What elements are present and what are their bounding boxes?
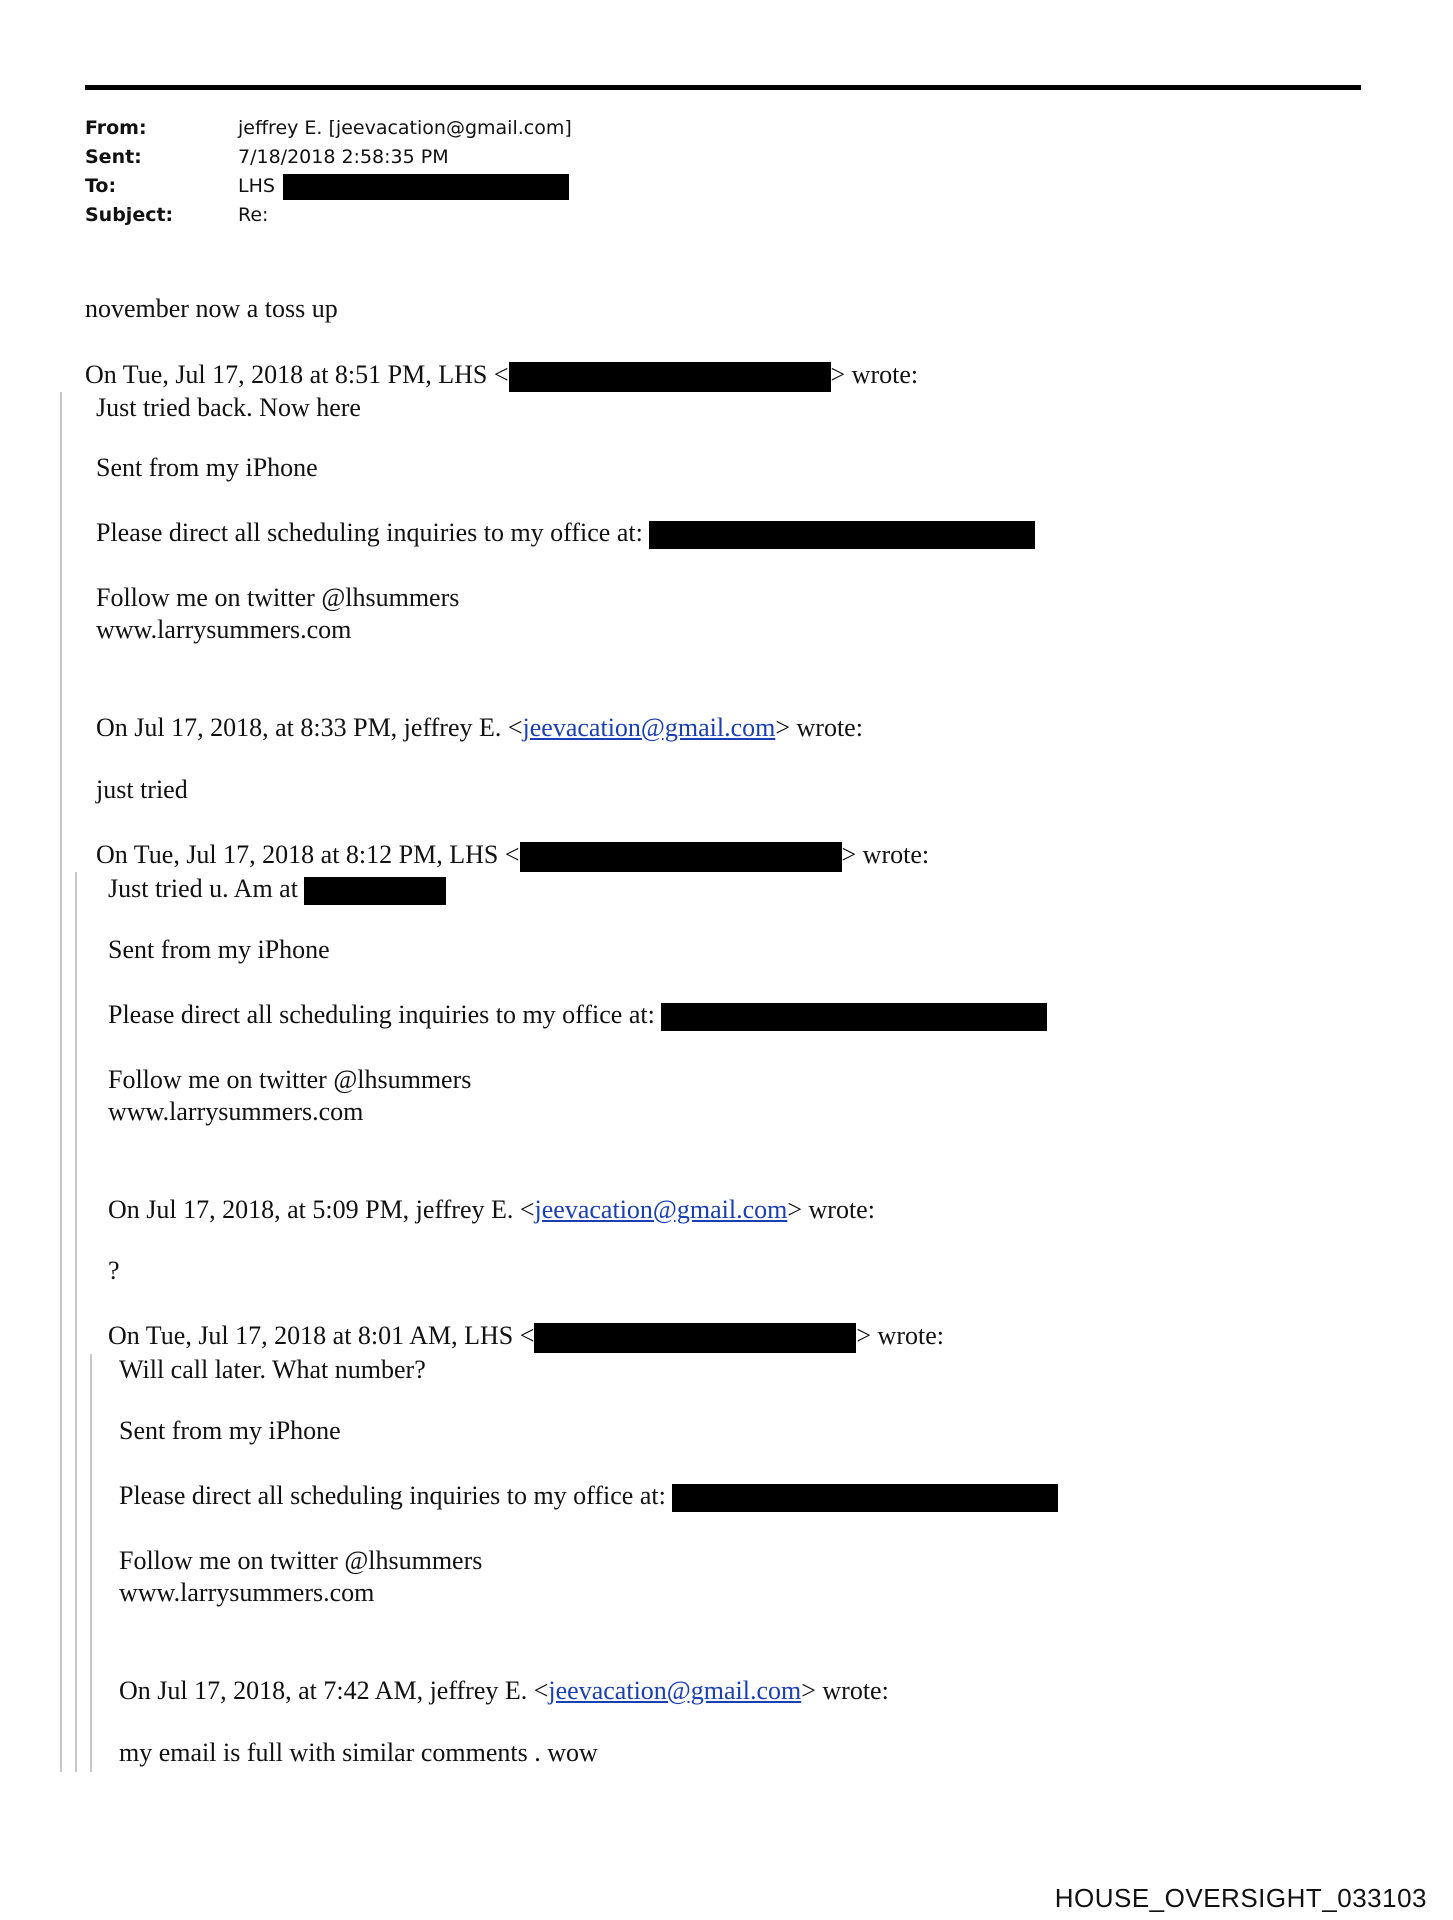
email-link[interactable]: jeevacation@gmail.com (522, 713, 776, 742)
signature-sent-from: Sent from my iPhone (119, 1416, 341, 1445)
attribution-text: On Jul 17, 2018, at 8:33 PM, jeffrey E. < (96, 713, 523, 742)
signature-twitter: Follow me on twitter @lhsummers (119, 1546, 483, 1575)
quote-attribution (85, 359, 918, 392)
attribution-suffix: > wrote: (830, 360, 919, 389)
scheduling-text: Please direct all scheduling inquiries to my office at: (108, 1000, 655, 1029)
redaction-box (509, 362, 831, 392)
reply-attribution (108, 1194, 875, 1226)
sent-label: Sent: (85, 146, 142, 168)
to-label: To: (85, 175, 117, 197)
redaction-box (304, 877, 446, 905)
attribution-text: On Tue, Jul 17, 2018 at 8:51 PM, LHS < (85, 360, 509, 389)
quote-bar (75, 872, 77, 1772)
attribution-suffix: > wrote: (775, 713, 863, 742)
attribution-suffix: > wrote: (787, 1195, 875, 1224)
attribution-text: On Tue, Jul 17, 2018 at 8:12 PM, LHS < (96, 840, 520, 869)
attribution-suffix: > wrote: (801, 1676, 889, 1705)
subject-value: Re: (238, 204, 269, 226)
redaction-box (672, 1484, 1058, 1512)
quote-attribution (96, 839, 929, 872)
attribution-suffix: > wrote: (841, 840, 930, 869)
signature-scheduling (108, 999, 1047, 1031)
reply-text: ? (108, 1256, 120, 1285)
header-rule (85, 85, 1361, 90)
quote-attribution (108, 1320, 944, 1353)
quote-text-line: Just tried u. Am at (108, 874, 298, 903)
scheduling-text: Please direct all scheduling inquiries to my office at: (96, 518, 643, 547)
quote-bar (90, 1354, 92, 1772)
signature-scheduling (119, 1480, 1058, 1512)
email-link[interactable]: jeevacation@gmail.com (548, 1676, 802, 1705)
from-label: From: (85, 117, 147, 139)
to-value (238, 172, 569, 201)
quote-bar (60, 392, 62, 1772)
message-body: november now a toss up (85, 294, 338, 323)
signature-twitter: Follow me on twitter @lhsummers (108, 1065, 472, 1094)
bates-number: HOUSE_OVERSIGHT_033103 (1054, 1883, 1427, 1913)
attribution-text: On Jul 17, 2018, at 7:42 AM, jeffrey E. < (119, 1676, 549, 1705)
scheduling-text: Please direct all scheduling inquiries to my office at: (119, 1481, 666, 1510)
subject-label: Subject: (85, 204, 174, 226)
signature-sent-from: Sent from my iPhone (108, 935, 330, 964)
from-value: jeffrey E. [jeevacation@gmail.com] (238, 117, 572, 139)
email-header (85, 114, 885, 234)
email-link[interactable]: jeevacation@gmail.com (534, 1195, 788, 1224)
redaction-box (520, 842, 842, 872)
attribution-text: On Tue, Jul 17, 2018 at 8:01 AM, LHS < (108, 1321, 535, 1350)
signature-website: www.larrysummers.com (119, 1578, 375, 1607)
redaction-box (649, 521, 1035, 549)
attribution-text: On Jul 17, 2018, at 5:09 PM, jeffrey E. < (108, 1195, 535, 1224)
reply-attribution (119, 1675, 889, 1707)
reply-attribution (96, 712, 863, 744)
signature-sent-from: Sent from my iPhone (96, 453, 318, 482)
to-name: LHS (238, 175, 275, 197)
signature-website: www.larrysummers.com (96, 615, 352, 644)
quote-text (108, 873, 446, 905)
signature-twitter: Follow me on twitter @lhsummers (96, 583, 460, 612)
reply-text: just tried (96, 775, 188, 804)
quote-text: Just tried back. Now here (96, 393, 361, 422)
redaction-box (661, 1003, 1047, 1031)
sent-value: 7/18/2018 2:58:35 PM (238, 146, 449, 168)
signature-website: www.larrysummers.com (108, 1097, 364, 1126)
attribution-suffix: > wrote: (856, 1321, 944, 1350)
signature-scheduling (96, 517, 1035, 549)
redaction-box (283, 174, 569, 200)
quote-text: Will call later. What number? (119, 1355, 426, 1384)
redaction-box (534, 1323, 856, 1353)
reply-text: my email is full with similar comments . wow (119, 1738, 598, 1767)
